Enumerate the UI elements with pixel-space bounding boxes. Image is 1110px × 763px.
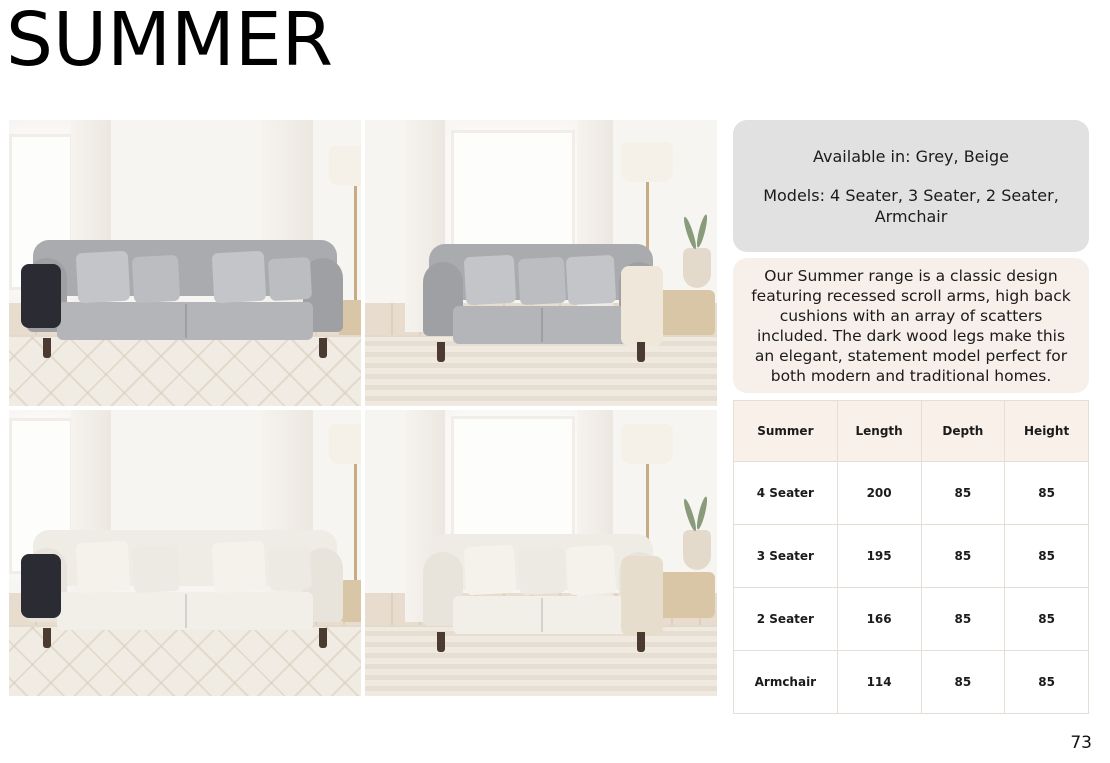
cell-length: 195	[837, 525, 921, 588]
sofa-beige-large	[33, 530, 337, 640]
column-header-length: Length	[837, 401, 921, 462]
column-header-height: Height	[1005, 401, 1089, 462]
side-table	[657, 290, 715, 336]
cell-depth: 85	[921, 651, 1005, 714]
dark-throw-blanket	[21, 554, 61, 618]
page-title: SUMMER	[6, 0, 334, 83]
sofa-grey-large	[33, 240, 337, 350]
cell-height: 85	[1005, 462, 1089, 525]
table-row	[734, 588, 1089, 651]
dimensions-table	[733, 400, 1089, 714]
available-models-text: Models: 4 Seater, 3 Seater, 2 Seater, Armchair	[763, 185, 1059, 226]
floor-lamp-shade	[621, 142, 673, 182]
cell-model: 2 Seater	[734, 588, 838, 651]
scatter-cushion	[268, 257, 312, 301]
availability-card	[733, 120, 1089, 252]
dark-throw-blanket	[21, 264, 61, 328]
page-number: 73	[1070, 733, 1092, 753]
table-header-row	[734, 401, 1089, 462]
scatter-cushion	[212, 251, 267, 304]
sofa-leg	[637, 632, 645, 652]
sofa-seat-split	[541, 598, 543, 632]
scatter-cushion	[566, 255, 616, 305]
scatter-cushion	[212, 541, 267, 594]
sofa-leg	[43, 628, 51, 648]
cell-model: 4 Seater	[734, 462, 838, 525]
product-photo-grey-4-seater	[9, 120, 361, 406]
scatter-cushion	[268, 547, 312, 591]
sofa-leg	[637, 342, 645, 362]
floor-lamp-shade	[329, 146, 361, 186]
scatter-cushion	[566, 545, 616, 595]
cell-depth: 85	[921, 462, 1005, 525]
column-header-depth: Depth	[921, 401, 1005, 462]
table-row	[734, 525, 1089, 588]
cell-model: 3 Seater	[734, 525, 838, 588]
sofa-seat-split	[185, 594, 187, 628]
floor-lamp-shade	[621, 424, 673, 464]
sofa-leg	[437, 632, 445, 652]
plant-pot	[683, 530, 711, 570]
side-table	[657, 572, 715, 618]
plant-pot	[683, 248, 711, 288]
column-header-range: Summer	[734, 401, 838, 462]
product-photo-beige-2-seater	[365, 410, 717, 696]
scatter-cushion	[518, 257, 566, 305]
scatter-cushion	[464, 545, 516, 596]
cream-throw-blanket	[621, 266, 663, 346]
available-colours-text: Available in: Grey, Beige	[813, 146, 1009, 166]
cell-height: 85	[1005, 525, 1089, 588]
scatter-cushion	[76, 251, 131, 304]
product-photo-beige-4-seater	[9, 410, 361, 696]
sofa-leg	[319, 338, 327, 358]
description-text: Our Summer range is a classic design featuring recessed scroll arms, high back cushions with an array of scatters included. The dark wood legs make this an elegant, statement model perfect for both modern and traditional homes.	[751, 266, 1071, 385]
cream-throw-blanket	[621, 556, 663, 636]
product-image-gallery	[9, 120, 717, 700]
sofa-grey-small	[429, 244, 653, 354]
cell-length: 166	[837, 588, 921, 651]
cell-length: 200	[837, 462, 921, 525]
scatter-cushion	[132, 545, 180, 593]
cell-depth: 85	[921, 525, 1005, 588]
floor-lamp-stand	[354, 186, 357, 306]
sofa-seat-split	[541, 308, 543, 342]
floor-lamp-stand	[354, 464, 357, 586]
scatter-cushion	[464, 255, 516, 306]
cell-height: 85	[1005, 588, 1089, 651]
table-row	[734, 462, 1089, 525]
sofa-leg	[43, 338, 51, 358]
scatter-cushion	[518, 547, 566, 595]
sofa-leg	[437, 342, 445, 362]
floor-lamp-shade	[329, 424, 361, 464]
product-photo-grey-2-seater	[365, 120, 717, 406]
scatter-cushion	[132, 255, 180, 303]
scatter-cushion	[76, 541, 131, 594]
cell-model: Armchair	[734, 651, 838, 714]
cell-length: 114	[837, 651, 921, 714]
table-row	[734, 651, 1089, 714]
cell-depth: 85	[921, 588, 1005, 651]
sofa-leg	[319, 628, 327, 648]
sofa-beige-small	[429, 534, 653, 644]
sofa-seat-split	[185, 304, 187, 338]
description-card	[733, 258, 1089, 393]
cell-height: 85	[1005, 651, 1089, 714]
